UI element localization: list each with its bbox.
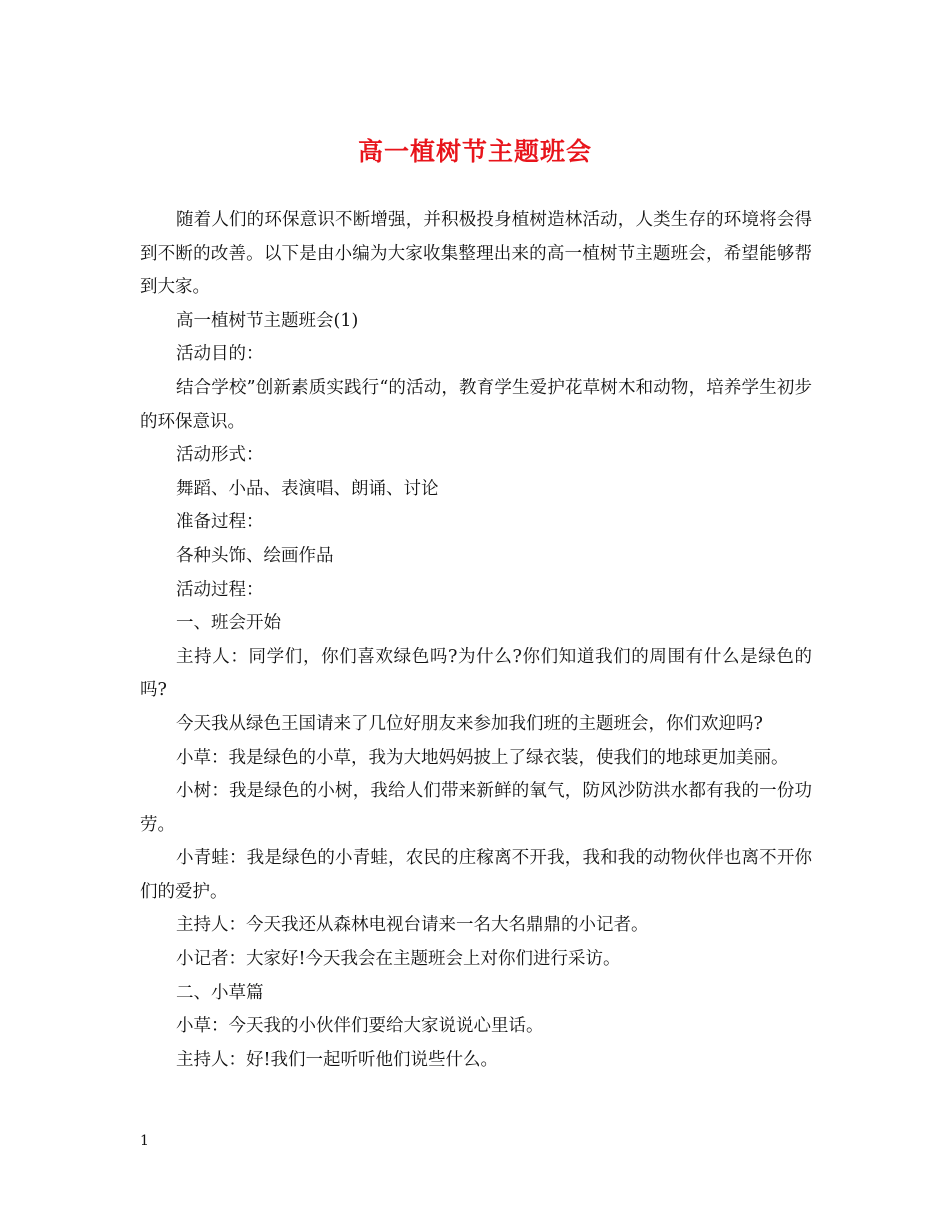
paragraph: 小草：我是绿色的小草，我为大地妈妈披上了绿衣装，使我们的地球更加美丽。 (176, 747, 789, 768)
paragraph: 主持人：好!我们一起听听他们说些什么。 (176, 1049, 499, 1070)
paragraph: 活动过程： (176, 579, 264, 600)
paragraph: 一、班会开始 (176, 613, 281, 634)
document-body (140, 204, 812, 1077)
paragraph: 今天我从绿色王国请来了几位好朋友来参加我们班的主题班会，你们欢迎吗? (176, 713, 763, 734)
paragraph: 各种头饰、绘画作品 (176, 545, 334, 566)
paragraph: 小树：我是绿色的小树，我给人们带来新鲜的氧气，防风沙防洪水都有我的一份功劳。 (140, 781, 812, 835)
paragraph: 舞蹈、小品、表演唱、朗诵、讨论 (176, 478, 439, 499)
paragraph: 准备过程： (176, 512, 264, 533)
paragraph: 小青蛙：我是绿色的小青蛙，农民的庄稼离不开我，我和我的动物伙伴也离不开你们的爱护。 (140, 848, 812, 902)
paragraph: 小草：今天我的小伙伴们要给大家说说心里话。 (176, 1016, 544, 1037)
paragraph: 高一植树节主题班会(1) (176, 310, 359, 331)
paragraph: 结合学校”创新素质实践行“的活动，教育学生爱护花草树木和动物，培养学生初步的环保意识。 (140, 377, 812, 432)
paragraph: 小记者：大家好!今天我会在主题班会上对你们进行采访。 (176, 949, 621, 970)
page-number: 1 (140, 1133, 149, 1149)
paragraph: 随着人们的环保意识不断增强，并积极投身植树造林活动，人类生存的环境将会得到不断的改善。以下是由小编为大家收集整理出来的高一植树节主题班会，希望能够帮到大家。 (140, 210, 812, 298)
paragraph: 活动形式： (176, 445, 264, 466)
paragraph: 主持人：今天我还从森林电视台请来一名大名鼎鼎的小记者。 (176, 915, 649, 936)
paragraph: 活动目的： (176, 344, 264, 365)
paragraph: 二、小草篇 (176, 982, 264, 1003)
paragraph: 主持人：同学们，你们喜欢绿色吗?为什么?你们知道我们的周围有什么是绿色的吗? (140, 646, 812, 701)
document-title: 高一植树节主题班会 (357, 137, 592, 166)
